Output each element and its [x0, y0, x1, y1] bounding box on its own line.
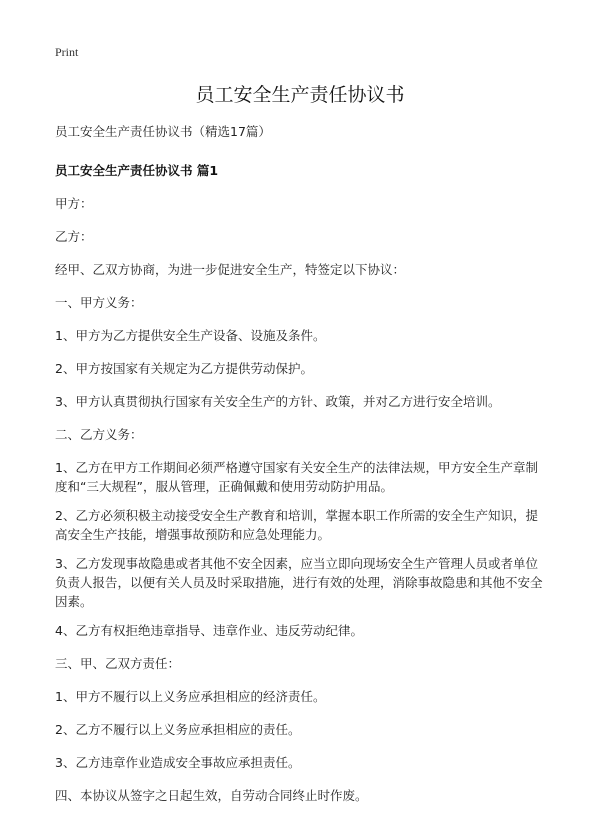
section-heading: 员工安全生产责任协议书 篇1	[55, 163, 219, 178]
paragraph: 3、乙方发现事故隐患或者其他不安全因素，应当立即向现场安全生产管理人员或者单位负责人报告，以便有关人员及时采取措施，进行有效的处理，消除事故隐患和其他不安全因素。	[55, 556, 543, 609]
print-link[interactable]: Print	[55, 45, 79, 59]
paragraph: 3、乙方违章作业造成安全事故应承担责任。	[55, 755, 301, 770]
paragraph: 2、乙方必须积极主动接受安全生产教育和培训，掌握本职工作所需的安全生产知识，提高安全生产技能，增强事故预防和应急处理能力。	[55, 508, 538, 542]
paragraph: 4、乙方有权拒绝违章指导、违章作业、违反劳动纪律。	[55, 623, 363, 638]
paragraph: 乙方：	[55, 229, 93, 244]
paragraph: 1、乙方在甲方工作期间必须严格遵守国家有关安全生产的法律法规，甲方安全生产章制度和“三大规程”，服从管理，正确佩戴和使用劳动防护用品。	[55, 460, 538, 494]
paragraph: 3、甲方认真贯彻执行国家有关安全生产的方针、政策，并对乙方进行安全培训。	[55, 394, 501, 409]
paragraph: 四、本协议从签字之日起生效，自劳动合同终止时作废。	[55, 788, 368, 803]
paragraph: 1、甲方为乙方提供安全生产设备、设施及条件。	[55, 328, 326, 343]
paragraph: 一、甲方义务：	[55, 295, 143, 310]
paragraph: 2、甲方按国家有关规定为乙方提供劳动保护。	[55, 361, 313, 376]
paragraph: 二、乙方义务：	[55, 427, 143, 442]
document-title: 员工安全生产责任协议书	[195, 84, 405, 106]
paragraph: 1、甲方不履行以上义务应承担相应的经济责任。	[55, 689, 326, 704]
paragraph: 2、乙方不履行以上义务应承担相应的责任。	[55, 722, 301, 737]
paragraph: 经甲、乙双方协商，为进一步促进安全生产，特签定以下协议：	[55, 262, 406, 277]
paragraph: 三、甲、乙双方责任：	[55, 656, 181, 671]
paragraph: 员工安全生产责任协议书（精选17篇）	[55, 124, 271, 139]
paragraph: 甲方：	[55, 196, 93, 211]
document-body	[55, 122, 550, 805]
